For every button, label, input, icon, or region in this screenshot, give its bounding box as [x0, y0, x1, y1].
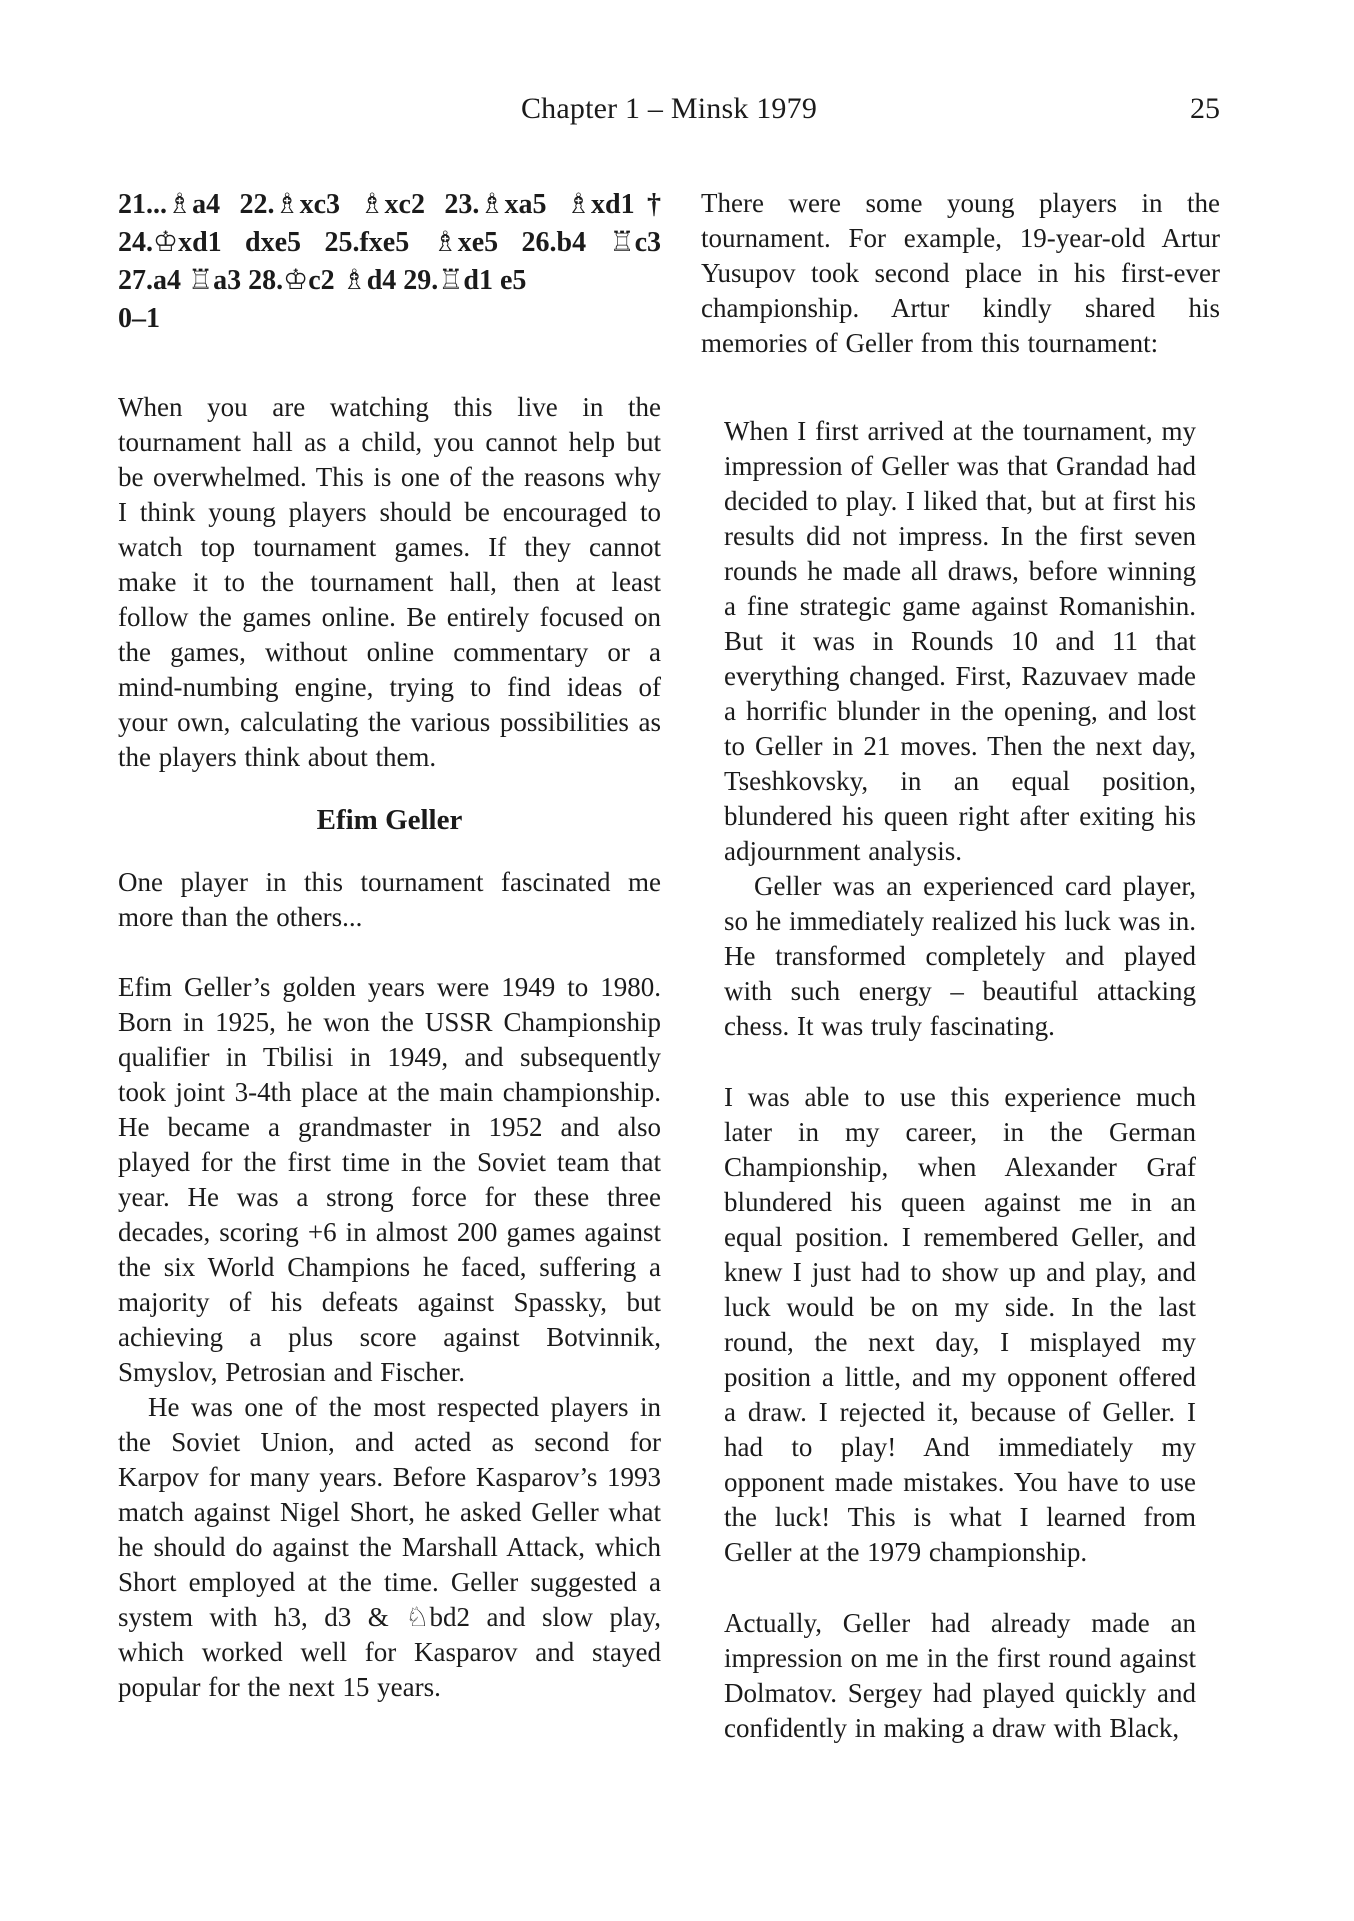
notation-line: 21...♗a4 22.♗xc3 ♗xc2 23.♗xa5 ♗xd1† — [118, 189, 661, 220]
body-paragraph: He was one of the most respected players in the Soviet Union, and acted as second for Karpov for many years. Before Kasparov’s 1993 match against Nigel Short, he asked Geller what he should do against the Marshall Attack, which Short employed at the time. Geller suggested a system with h3, d3 & ♘bd2 and slow play, which worked well for Kasparov and stayed popular for the next 15 years. — [118, 1392, 661, 1702]
chess-notation-block — [118, 186, 661, 338]
game-result: 0–1 — [118, 303, 160, 334]
left-column — [118, 186, 661, 1746]
right-column — [701, 186, 1220, 1746]
quote-paragraph: When I first arrived at the tournament, my impression of Geller was that Grandad had decided to play. I liked that, but at first his results did not impress. In the first seven rounds he made all draws, before winning a fine strategic game against Romanishin. But it was in Rounds 10 and 11 that everything changed. First, Razuvaev made a horrific blunder in the opening, and lost to Geller in 21 moves. Then the next day, Tseshkovsky, in an equal position, blundered his queen right after exiting his adjournment analysis. — [724, 416, 1196, 866]
body-paragraph: There were some young players in the tournament. For example, 19-year-old Artur Yusupov took second place in his first-ever championship. Artur kindly shared his memories of Geller from this tournament: — [701, 188, 1220, 358]
quote-paragraph: I was able to use this experience much later in my career, in the German Championship, when Alexander Graf blundered his queen against me in an equal position. I remembered Geller, and knew I just had to show up and play, and luck would be on my side. In the last round, the next day, I misplayed my position a little, and my opponent offered a draw. I rejected it, because of Geller. I had to play! And immediately my opponent made mistakes. You have to use the luck! This is what I learned from Geller at the 1979 championship. — [724, 1082, 1196, 1567]
chapter-title: Chapter 1 – Minsk 1979 — [520, 92, 818, 125]
page-number: 25 — [1190, 92, 1220, 125]
body-paragraph: Efim Geller’s golden years were 1949 to 1980. Born in 1925, he won the USSR Championship qualifier in Tbilisi in 1949, and subsequently took joint 3-4th place at the main championship. He became a grandmaster in 1952 and also played for the first time in the Soviet team that year. He was a strong force for these three decades, scoring +6 in almost 200 games against the six World Champions he faced, suffering a majority of his defeats against Spassky, but achieving a plus score against Botvinnik, Smyslov, Petrosian and Fischer. — [118, 972, 661, 1387]
body-paragraph: When you are watching this live in the tournament hall as a child, you cannot help but be overwhelmed. This is one of the reasons why I think young players should be encouraged to watch top tournament games. If they cannot make it to the tournament hall, then at least follow the games online. Be entirely focused on the games, without online commentary or a mind-numbing engine, trying to find ideas of your own, calculating the various possibilities as the players think about them. — [118, 392, 661, 772]
running-header — [118, 92, 1220, 132]
quote-paragraph: Actually, Geller had already made an impression on me in the first round against Dolmatov. Sergey had played quickly and confidently in making a draw with Black, — [724, 1608, 1196, 1743]
section-heading: Efim Geller — [316, 804, 463, 836]
notation-line: 27.a4 ♖a3 28.♔c2 ♗d4 29.♖d1 e5 — [118, 265, 527, 296]
two-column-text — [118, 186, 1220, 1746]
quote-paragraph: Geller was an experienced card player, so he immediately realized his luck was in. He transformed completely and played with such energy – beautiful attacking chess. It was truly fascinating. — [724, 871, 1196, 1041]
quote-block — [724, 414, 1196, 1746]
body-paragraph: One player in this tournament fascinated me more than the others... — [118, 867, 661, 932]
notation-line: 24.♔xd1 dxe5 25.fxe5 ♗xe5 26.b4 ♖c3 — [118, 227, 661, 258]
